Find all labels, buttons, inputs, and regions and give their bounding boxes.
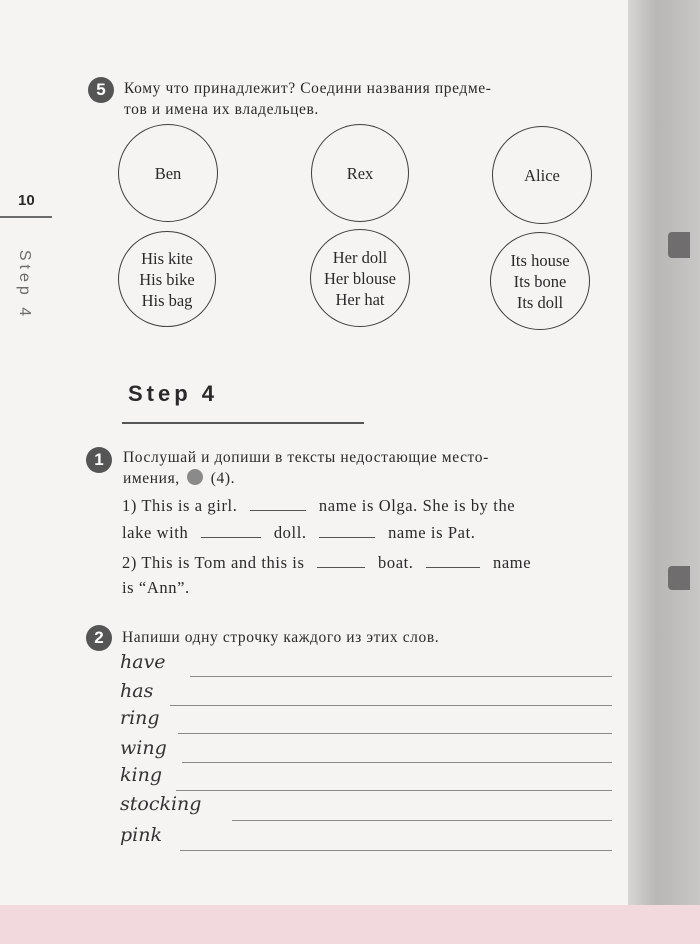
copy-word: pink <box>120 824 162 846</box>
task-5-instruction: Кому что принадлежит? Соедини названия предме- тов и имена их владельцев. <box>124 80 492 118</box>
item-label: Its doll <box>516 292 564 312</box>
items-circle-her[interactable] <box>310 229 410 327</box>
task-2-instruction: Напиши одну строчку каждого из этих слов. <box>122 629 440 646</box>
copy-word: ring <box>120 707 160 729</box>
answer-blank[interactable] <box>319 521 375 538</box>
task-2-badge: 2 <box>86 625 112 651</box>
copy-word: king <box>120 764 162 786</box>
item-label: His bag <box>141 290 193 310</box>
book-gutter <box>628 0 700 905</box>
copy-word: have <box>120 651 166 673</box>
writing-line[interactable] <box>180 850 612 851</box>
page-number: 10 <box>18 192 35 209</box>
owner-name: Alice <box>524 165 560 185</box>
item-label: Her hat <box>335 289 385 309</box>
writing-line[interactable] <box>178 733 612 734</box>
margin-rule <box>0 216 52 218</box>
exercise-line-2: lake with doll. name is Pat. <box>122 523 476 542</box>
owner-name: Rex <box>346 163 374 183</box>
writing-line[interactable] <box>232 820 612 821</box>
exercise-line-1: 1) This is a girl. name is Olga. She is by the <box>122 496 516 515</box>
writing-line[interactable] <box>176 790 612 791</box>
item-label: His kite <box>141 248 193 268</box>
copy-word: stocking <box>120 793 202 815</box>
next-page-tab <box>668 566 690 590</box>
margin-step-label <box>4 236 44 346</box>
items-circle-its[interactable] <box>490 232 590 330</box>
section-title: Step 4 <box>128 381 219 406</box>
answer-blank[interactable] <box>317 551 365 568</box>
audio-disc-icon[interactable] <box>187 469 203 485</box>
owner-name: Ben <box>154 163 182 183</box>
exercise-line-4: is “Ann”. <box>122 578 190 597</box>
writing-line[interactable] <box>182 762 612 763</box>
task-5-badge: 5 <box>88 77 114 103</box>
item-label: Its house <box>510 250 570 270</box>
writing-line[interactable] <box>190 676 612 677</box>
owner-circle-alice[interactable] <box>492 126 592 224</box>
task-1-badge: 1 <box>86 447 112 473</box>
item-label: His bike <box>139 269 195 289</box>
item-label: Its bone <box>513 271 567 291</box>
items-circle-his[interactable] <box>118 231 216 327</box>
exercise-line-3: 2) This is Tom and this is boat. name <box>122 553 532 572</box>
answer-blank[interactable] <box>201 521 261 538</box>
section-title-rule <box>122 422 364 424</box>
owner-circle-rex[interactable] <box>311 124 409 222</box>
page-bottom-strip <box>0 905 700 944</box>
answer-blank[interactable] <box>250 494 306 511</box>
owner-circle-ben[interactable] <box>118 124 218 222</box>
item-label: Her doll <box>332 247 388 267</box>
copy-word: has <box>120 680 154 702</box>
item-label: Her blouse <box>324 268 396 288</box>
task-1-instruction: Послушай и допиши в тексты недостающие место- имения, (4). <box>123 449 489 487</box>
answer-blank[interactable] <box>426 551 480 568</box>
margin-step-text: Step 4 <box>16 249 33 321</box>
writing-line[interactable] <box>170 705 612 706</box>
next-page-tab <box>668 232 690 258</box>
copy-word: wing <box>120 737 167 759</box>
